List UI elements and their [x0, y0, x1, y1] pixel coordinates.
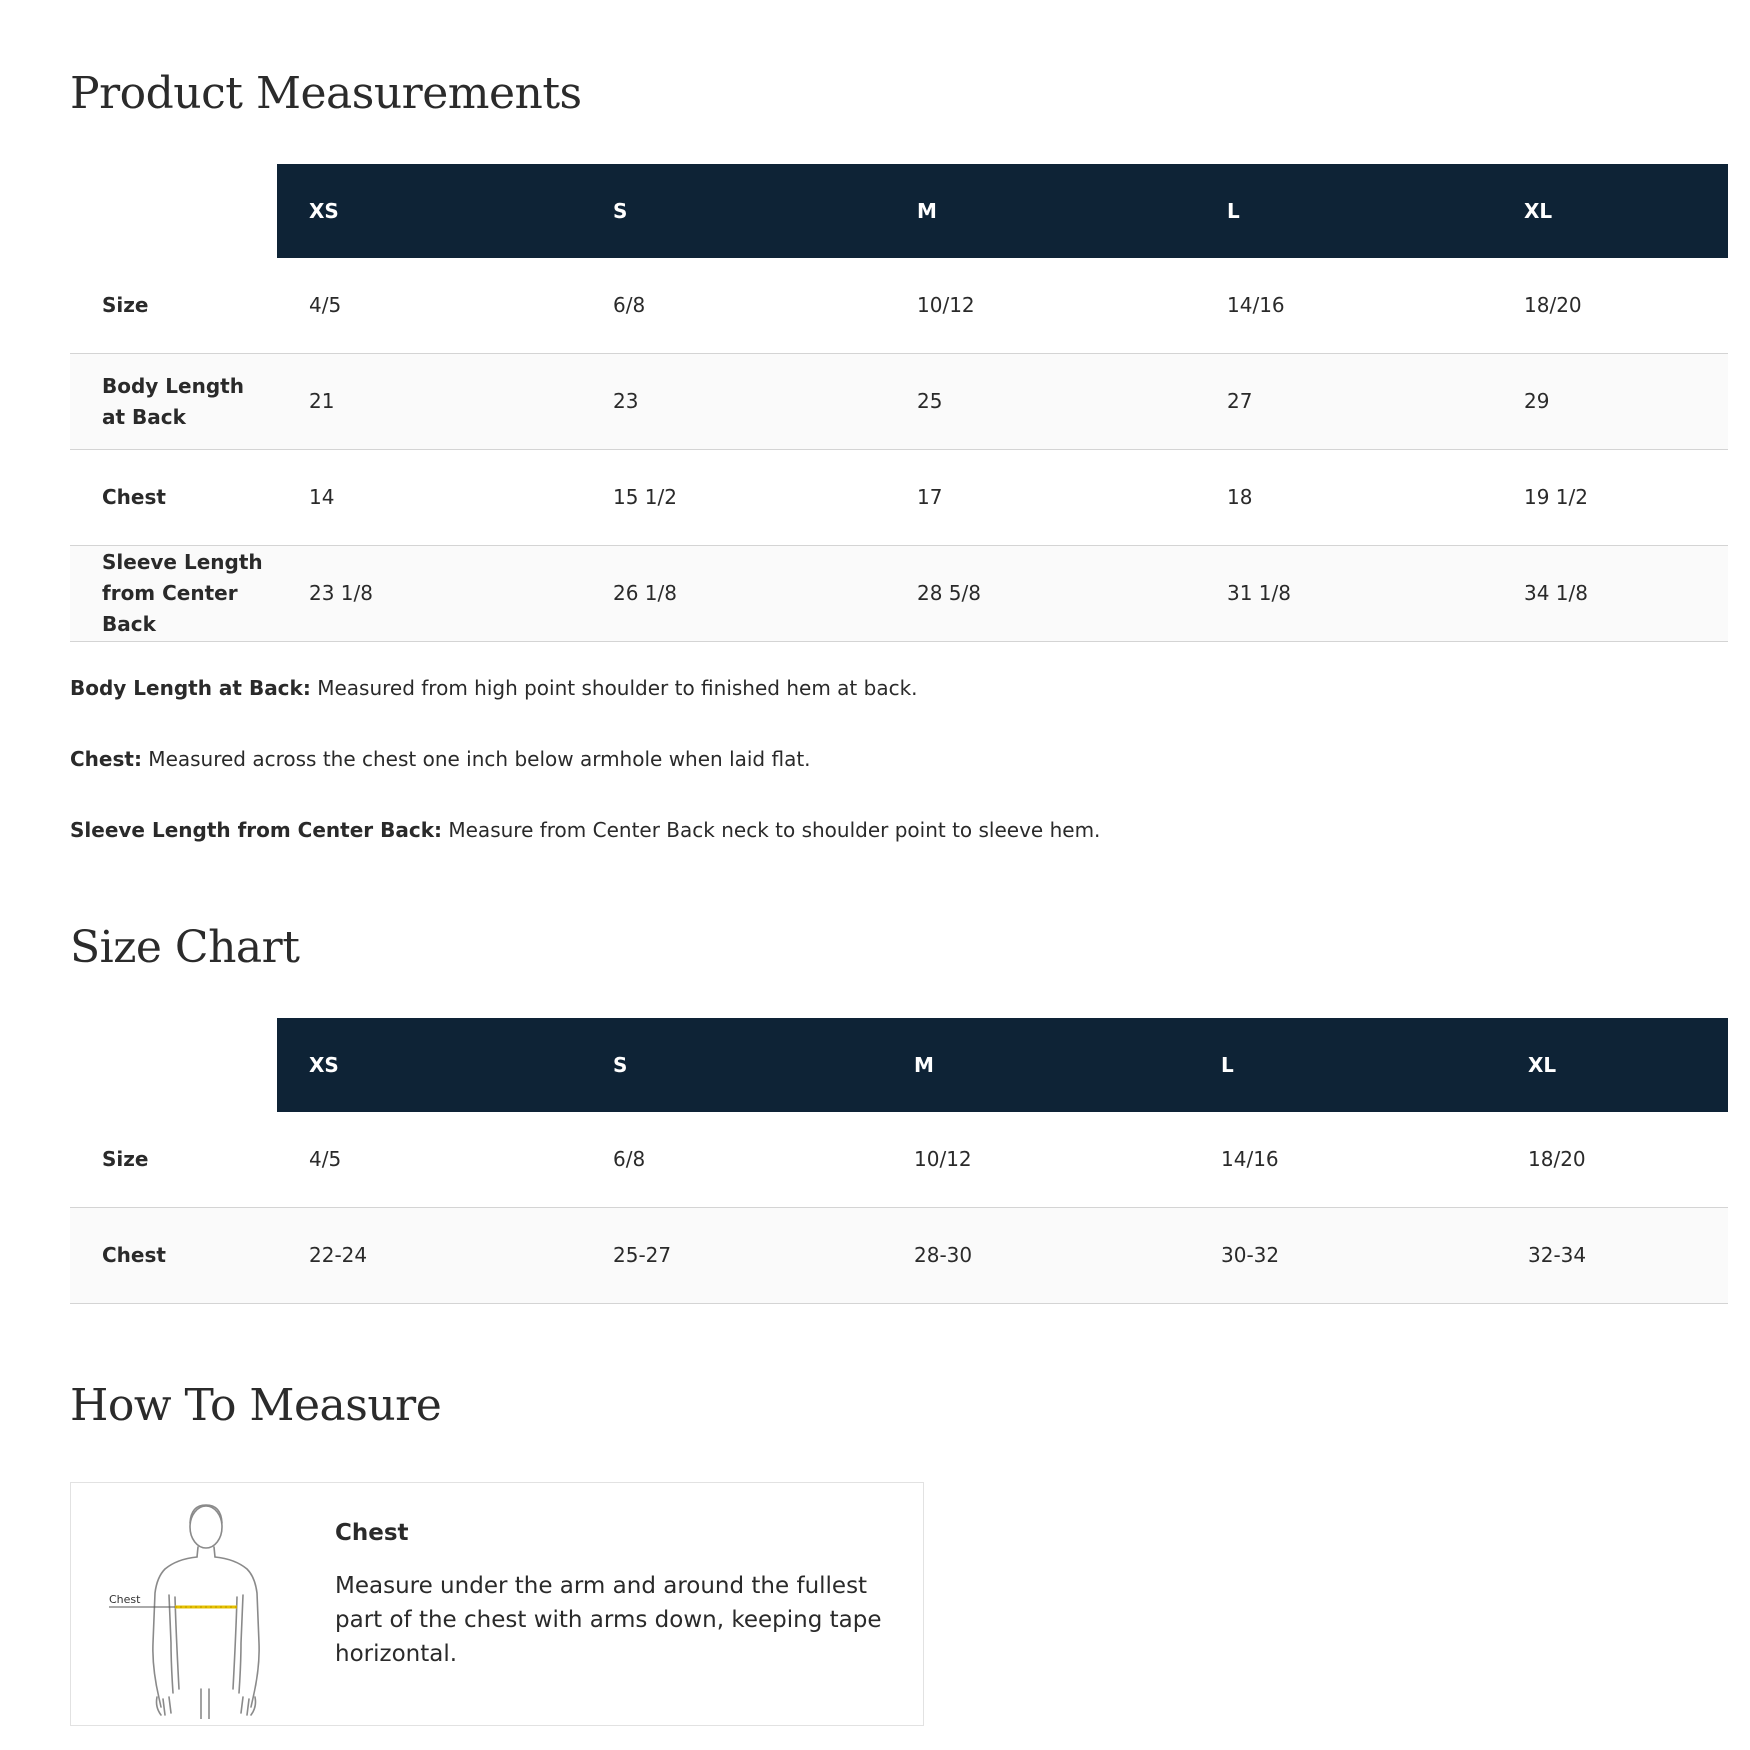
- header-xl: XL: [1496, 1018, 1728, 1112]
- table-cell: 4/5: [277, 258, 581, 354]
- table-cell: 10/12: [885, 258, 1195, 354]
- note-term: Chest:: [70, 747, 142, 771]
- table-cell: 32-34: [1496, 1208, 1728, 1304]
- table-cell: 10/12: [882, 1112, 1189, 1208]
- table-header-row: [70, 1018, 1728, 1112]
- header-xl: XL: [1492, 164, 1728, 258]
- header-l: L: [1189, 1018, 1496, 1112]
- table-cell: 14: [277, 450, 581, 546]
- table-cell: 4/5: [277, 1112, 581, 1208]
- header-s: S: [581, 164, 885, 258]
- table-cell: 27: [1195, 354, 1492, 450]
- row-label: Chest: [70, 1208, 277, 1304]
- table-cell: 14/16: [1195, 258, 1492, 354]
- table-row: [70, 1112, 1728, 1208]
- product-measurements-table: [70, 164, 1728, 642]
- note-text: Measured across the chest one inch below armhole when laid flat.: [141, 747, 811, 771]
- header-l: L: [1195, 164, 1492, 258]
- table-cell: 21: [277, 354, 581, 450]
- table-cell: 34 1/8: [1492, 546, 1728, 642]
- note-sleeve-length: [70, 818, 1100, 842]
- note-term: Body Length at Back:: [70, 676, 311, 700]
- table-cell: 26 1/8: [581, 546, 885, 642]
- table-row: [70, 546, 1728, 642]
- table-row: [70, 354, 1728, 450]
- table-cell: 29: [1492, 354, 1728, 450]
- card-description: Measure under the arm and around the fullest part of the chest with arms down, keeping tape horizontal.: [335, 1573, 882, 1667]
- figure-chest-label: Chest: [109, 1593, 141, 1606]
- header-blank: [70, 1018, 277, 1112]
- header-xs: XS: [277, 1018, 581, 1112]
- table-cell: 22-24: [277, 1208, 581, 1304]
- note-body-length: [70, 676, 918, 700]
- how-to-measure-title: How To Measure: [70, 1380, 442, 1431]
- table-cell: 23: [581, 354, 885, 450]
- table-cell: 18/20: [1496, 1112, 1728, 1208]
- table-cell: 14/16: [1189, 1112, 1496, 1208]
- row-label: Body Length at Back: [70, 354, 277, 450]
- row-label: Chest: [70, 450, 277, 546]
- row-label: Size: [70, 258, 277, 354]
- table-cell: 30-32: [1189, 1208, 1496, 1304]
- chest-measure-figure-icon: [99, 1493, 299, 1719]
- header-m: M: [882, 1018, 1189, 1112]
- note-text: Measured from high point shoulder to finished hem at back.: [310, 676, 918, 700]
- header-xs: XS: [277, 164, 581, 258]
- size-chart-table: [70, 1018, 1728, 1304]
- table-cell: 18/20: [1492, 258, 1728, 354]
- note-chest: [70, 747, 811, 771]
- table-cell: 23 1/8: [277, 546, 581, 642]
- table-cell: 25-27: [581, 1208, 882, 1304]
- card-title: Chest: [335, 1520, 409, 1546]
- table-cell: 25: [885, 354, 1195, 450]
- table-row: [70, 450, 1728, 546]
- table-cell: 17: [885, 450, 1195, 546]
- table-cell: 31 1/8: [1195, 546, 1492, 642]
- table-cell: 18: [1195, 450, 1492, 546]
- table-cell: 28 5/8: [885, 546, 1195, 642]
- table-row: [70, 258, 1728, 354]
- table-cell: 6/8: [581, 1112, 882, 1208]
- header-s: S: [581, 1018, 882, 1112]
- table-cell: 15 1/2: [581, 450, 885, 546]
- table-cell: 19 1/2: [1492, 450, 1728, 546]
- header-blank: [70, 164, 277, 258]
- row-label: Sleeve Length from Center Back: [70, 546, 277, 642]
- row-label: Size: [70, 1112, 277, 1208]
- size-chart-title: Size Chart: [70, 922, 300, 973]
- measure-card-chest: [70, 1482, 924, 1726]
- note-term: Sleeve Length from Center Back:: [70, 818, 443, 842]
- table-row: [70, 1208, 1728, 1304]
- table-cell: 28-30: [882, 1208, 1189, 1304]
- product-measurements-title: Product Measurements: [70, 68, 582, 119]
- table-cell: 6/8: [581, 258, 885, 354]
- table-header-row: [70, 164, 1728, 258]
- header-m: M: [885, 164, 1195, 258]
- note-text: Measure from Center Back neck to shoulder point to sleeve hem.: [442, 818, 1101, 842]
